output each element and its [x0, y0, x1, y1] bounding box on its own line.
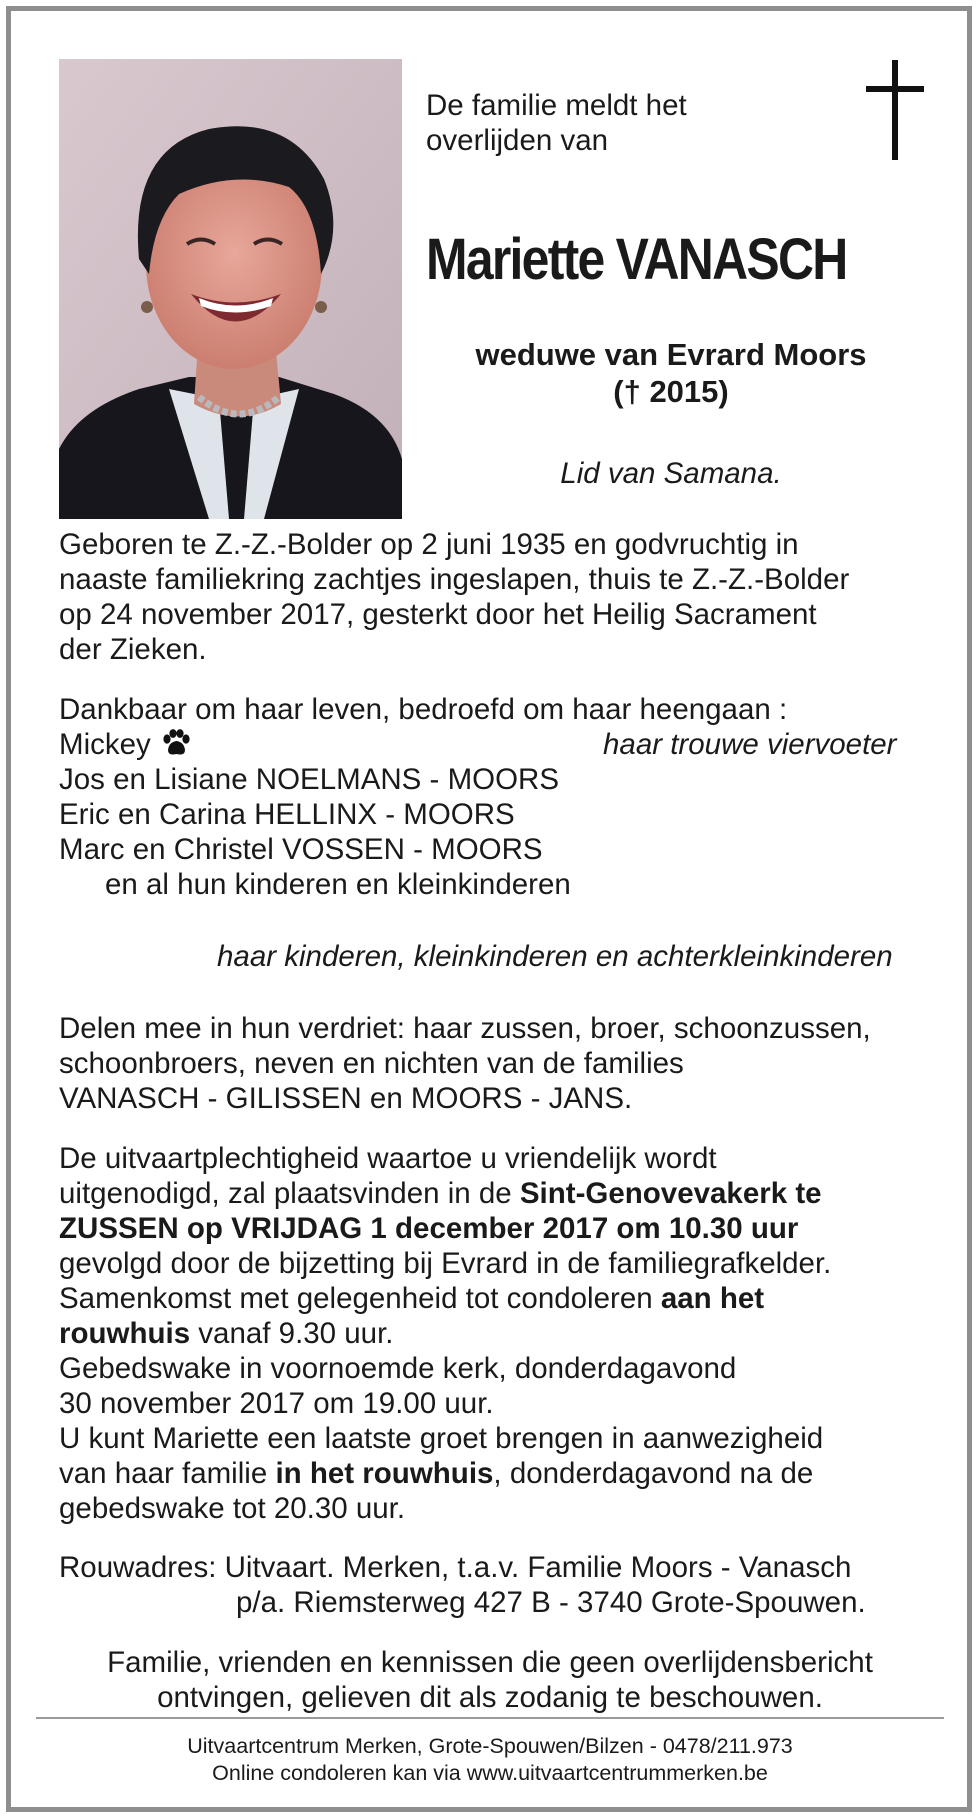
pet-name: Mickey [59, 728, 151, 761]
birth-line: naaste familiekring zachtjes ingeslapen, thuis te Z.-Z.-Bolder [59, 563, 850, 596]
ceremony-text: vanaf 9.30 uur. [190, 1317, 394, 1350]
footer-contact: Uitvaartcentrum Merken, Grote-Spouwen/Bilzen - 0478/211.973 [187, 1734, 793, 1758]
ceremony-line [59, 1281, 764, 1316]
grandchildren-line: en al hun kinderen en kleinkinderen [105, 868, 571, 901]
ceremony-line: De uitvaartplechtigheid waartoe u vriendelijk wordt [59, 1142, 717, 1175]
family-member: Jos en Lisiane NOELMANS - MOORS [59, 763, 560, 796]
ceremony-line [59, 1316, 393, 1351]
birth-line: op 24 november 2017, gesterkt door het Heilig Sacrament [59, 598, 817, 631]
deceased-name: Mariette VANASCH [426, 227, 847, 292]
ceremony-line: U kunt Mariette een laatste groet brengen in aanwezigheid [59, 1422, 824, 1455]
ceremony-line [59, 1176, 822, 1211]
ceremony-emphasis: aan het [660, 1282, 765, 1315]
widow-year: († 2015) [613, 374, 729, 409]
family-member: Marc en Christel VOSSEN - MOORS [59, 833, 543, 866]
footer-divider [36, 1717, 944, 1719]
ceremony-emphasis: rouwhuis [59, 1317, 191, 1350]
ceremony-emphasis: in het rouwhuis [275, 1457, 494, 1490]
pet-line [59, 727, 191, 762]
church-name: Sint-Genovevakerk te [519, 1177, 822, 1210]
portrait-photo [59, 59, 402, 519]
share-line: Delen mee in hun verdriet: haar zussen, broer, schoonzussen, [59, 1012, 871, 1045]
family-role: haar kinderen, kleinkinderen en achterkleinkinderen [217, 940, 893, 973]
widow-line: weduwe van Evrard Moors [475, 337, 867, 372]
share-line: VANASCH - GILISSEN en MOORS - JANS. [59, 1082, 633, 1115]
family-member: Eric en Carina HELLINX - MOORS [59, 798, 515, 831]
ceremony-text: , donderdagavond na de [493, 1457, 814, 1490]
share-line: schoonbroers, neven en nichten van de families [59, 1047, 684, 1080]
intro-line: De familie meldt het [426, 89, 687, 122]
ceremony-text: Samenkomst met gelegenheid tot condoleren [59, 1282, 661, 1315]
birth-line: der Zieken. [59, 633, 207, 666]
address-line: Rouwadres: Uitvaart. Merken, t.a.v. Familie Moors - Vanasch [59, 1551, 852, 1584]
intro-line: overlijden van [426, 124, 609, 157]
membership: Lid van Samana. [560, 457, 782, 490]
ceremony-line: 30 november 2017 om 19.00 uur. [59, 1387, 494, 1420]
ceremony-line [59, 1456, 813, 1491]
ceremony-line: gevolgd door de bijzetting bij Evrard in de familiegrafkelder. [59, 1247, 832, 1280]
notice-line: ontvingen, gelieven dit als zodanig te beschouwen. [157, 1681, 823, 1714]
ceremony-datetime: ZUSSEN op VRIJDAG 1 december 2017 om 10.30 uur [59, 1212, 799, 1245]
paw-icon [161, 729, 191, 757]
ceremony-line: Gebedswake in voornoemde kerk, donderdagavond [59, 1352, 737, 1385]
footer-website: Online condoleren kan via www.uitvaartcentrummerken.be [212, 1761, 768, 1785]
pet-description: haar trouwe viervoeter [603, 728, 897, 761]
cross-icon [866, 60, 924, 160]
family-intro: Dankbaar om haar leven, bedroefd om haar heengaan : [59, 693, 788, 726]
ceremony-text: van haar familie [59, 1457, 276, 1490]
address-line: p/a. Riemsterweg 427 B - 3740 Grote-Spouwen. [236, 1586, 866, 1619]
birth-line: Geboren te Z.-Z.-Bolder op 2 juni 1935 en godvruchtig in [59, 528, 799, 561]
notice-line: Familie, vrienden en kennissen die geen overlijdensbericht [107, 1646, 873, 1679]
ceremony-line: gebedswake tot 20.30 uur. [59, 1492, 406, 1525]
ceremony-text: uitgenodigd, zal plaatsvinden in de [59, 1177, 520, 1210]
